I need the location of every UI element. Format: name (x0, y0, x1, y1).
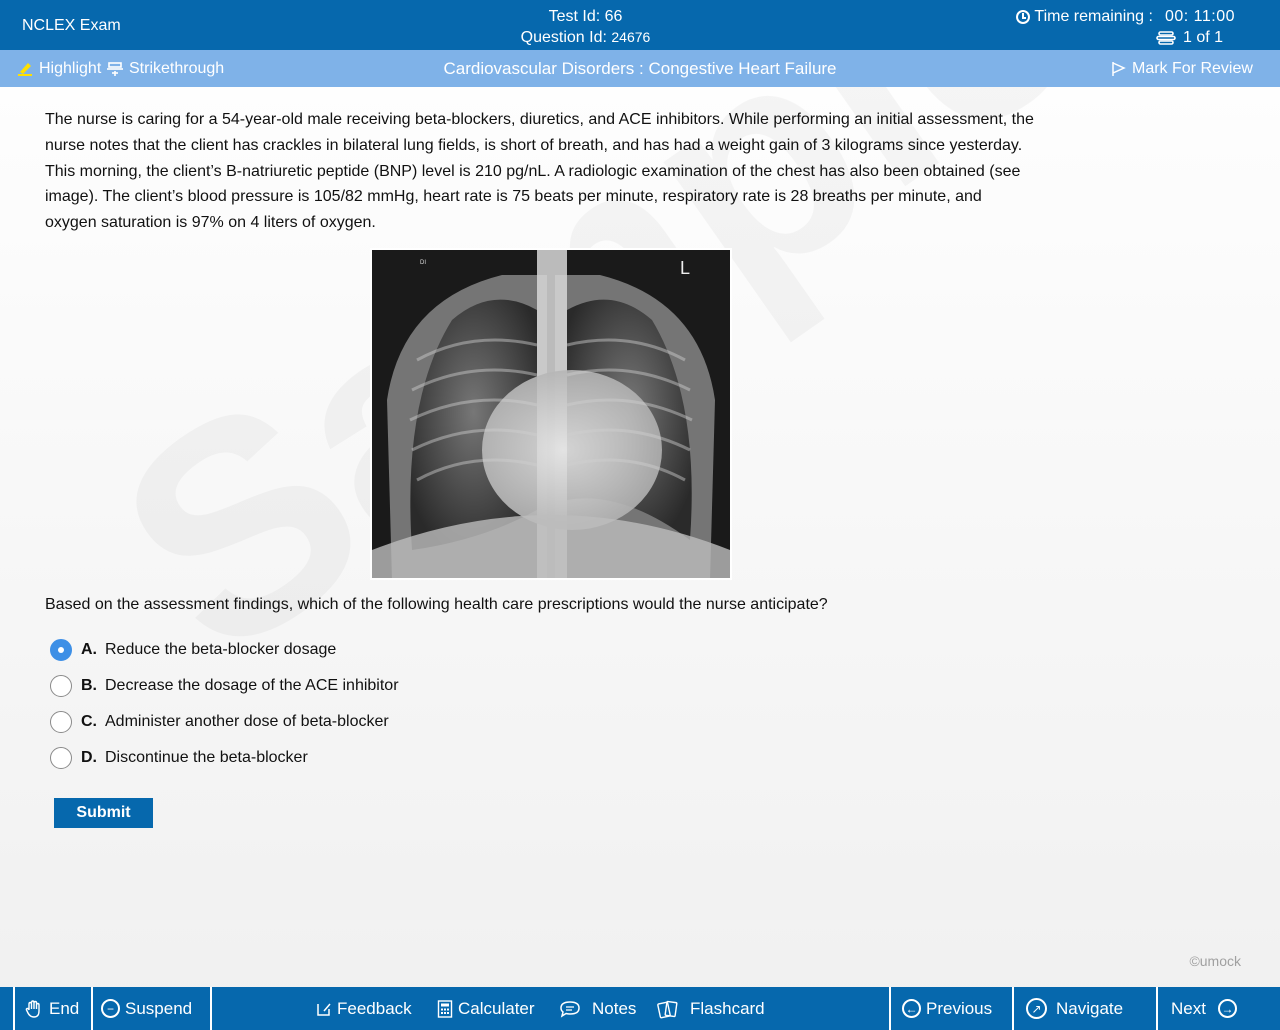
footer-divider (1156, 987, 1158, 1030)
option-b-radio[interactable] (50, 675, 72, 697)
flashcard-button[interactable] (657, 987, 765, 1030)
option-a-letter: A. (81, 641, 97, 658)
submit-button[interactable]: Submit (54, 798, 153, 828)
topic-title: Cardiovascular Disorders : Congestive Heart Failure (443, 59, 837, 78)
notes-button[interactable] (559, 987, 636, 1030)
question-id-value: 24676 (611, 29, 651, 45)
arrow-left-circle-icon: ← (902, 999, 921, 1018)
arrow-right-circle-icon: → (1218, 999, 1237, 1018)
flashcard-label: Flashcard (690, 998, 765, 1018)
option-a[interactable] (50, 632, 399, 668)
highlighter-icon (16, 61, 34, 77)
option-b-text: Decrease the dosage of the ACE inhibitor (105, 677, 399, 694)
speech-bubble-icon (559, 1000, 581, 1018)
chest-xray-image (370, 248, 732, 580)
next-button[interactable] (1171, 987, 1237, 1030)
option-d-letter: D. (81, 749, 97, 766)
mark-for-review-label: Mark For Review (1132, 60, 1253, 77)
mark-for-review-button[interactable] (1111, 60, 1253, 78)
copyright-text: ©umock (1189, 953, 1241, 969)
answer-options (50, 632, 399, 776)
option-d-radio[interactable] (50, 747, 72, 769)
footer-bar (0, 987, 1280, 1030)
feedback-button[interactable] (316, 987, 412, 1030)
previous-label: Previous (926, 998, 993, 1018)
end-label: End (49, 998, 80, 1018)
calculator-icon (437, 1000, 453, 1018)
highlight-button[interactable] (16, 60, 101, 78)
footer-divider (13, 987, 15, 1030)
question-count: 1 of 1 (1182, 29, 1223, 46)
strikethrough-button[interactable] (106, 60, 224, 78)
test-ids (470, 7, 701, 48)
question-stem: The nurse is caring for a 54-year-old male receiving beta-blockers, diuretics, and ACE inhibitors. While performing an initial assessment, the nurse notes that the client has crackles in bilateral lung fields, is short of breath, and has had a weight gain of 3 kilograms since yesterday. This morning, the client’s B-natriuretic peptide (BNP) level is 210 pg/nL. A radiologic examination of the chest has also been obtained (see image). The client’s blood pressure is 105/82 mmHg, heart rate is 75 beats per minute, respiratory rate is 28 breaths per minute, and oxygen saturation is 97% on 4 liters of oxygen. (45, 111, 1034, 232)
option-b[interactable] (50, 668, 399, 704)
footer-divider (210, 987, 212, 1030)
end-button[interactable] (24, 987, 79, 1030)
footer-divider (1012, 987, 1014, 1030)
edit-icon (316, 1001, 332, 1017)
time-remaining (1016, 8, 1235, 26)
navigate-button[interactable] (1026, 987, 1123, 1030)
strikethrough-icon (106, 61, 124, 77)
xray-marker-left: DI (420, 260, 426, 266)
calculator-button[interactable] (437, 987, 535, 1030)
suspend-label: Suspend (125, 998, 193, 1018)
top-bar (0, 0, 1280, 50)
compass-icon: ↗ (1026, 998, 1047, 1019)
footer-divider (91, 987, 93, 1030)
question-id-label: Question Id: (520, 29, 607, 46)
test-id-label: Test Id: (548, 8, 601, 25)
test-id-value: 66 (604, 8, 623, 25)
next-label: Next (1171, 998, 1206, 1018)
option-d-text: Discontinue the beta-blocker (105, 749, 308, 766)
cards-icon (657, 999, 681, 1019)
previous-button[interactable] (902, 987, 992, 1030)
option-a-radio[interactable] (50, 639, 72, 661)
time-label: Time remaining : (1034, 8, 1153, 25)
option-b-letter: B. (81, 677, 97, 694)
xray-drawing (372, 250, 730, 578)
option-c[interactable] (50, 704, 399, 740)
strikethrough-label: Strikethrough (129, 60, 225, 77)
option-d[interactable] (50, 740, 399, 776)
suspend-button[interactable] (101, 987, 192, 1030)
question-content (45, 107, 1035, 236)
question-prompt: Based on the assessment findings, which of the following health care prescriptions would the nurse anticipate? (45, 596, 828, 613)
option-c-text: Administer another dose of beta-blocker (105, 713, 389, 730)
stack-icon (1156, 31, 1176, 45)
option-c-letter: C. (81, 713, 97, 730)
clock-icon (1016, 10, 1030, 24)
navigate-label: Navigate (1056, 998, 1124, 1018)
option-a-text: Reduce the beta-blocker dosage (105, 641, 337, 658)
option-c-radio[interactable] (50, 711, 72, 733)
question-counter (1156, 29, 1223, 47)
time-value: 00: 11:00 (1164, 8, 1235, 25)
calculator-label: Calculater (458, 998, 535, 1018)
exam-title: NCLEX Exam (22, 17, 121, 34)
footer-divider (889, 987, 891, 1030)
flag-icon (1111, 61, 1127, 77)
highlight-label: Highlight (39, 60, 102, 77)
feedback-label: Feedback (337, 998, 412, 1018)
tool-bar (0, 50, 1280, 87)
notes-label: Notes (592, 998, 637, 1018)
hand-icon (24, 999, 44, 1019)
minus-circle-icon: − (101, 999, 120, 1018)
xray-marker-right: L (680, 258, 691, 278)
